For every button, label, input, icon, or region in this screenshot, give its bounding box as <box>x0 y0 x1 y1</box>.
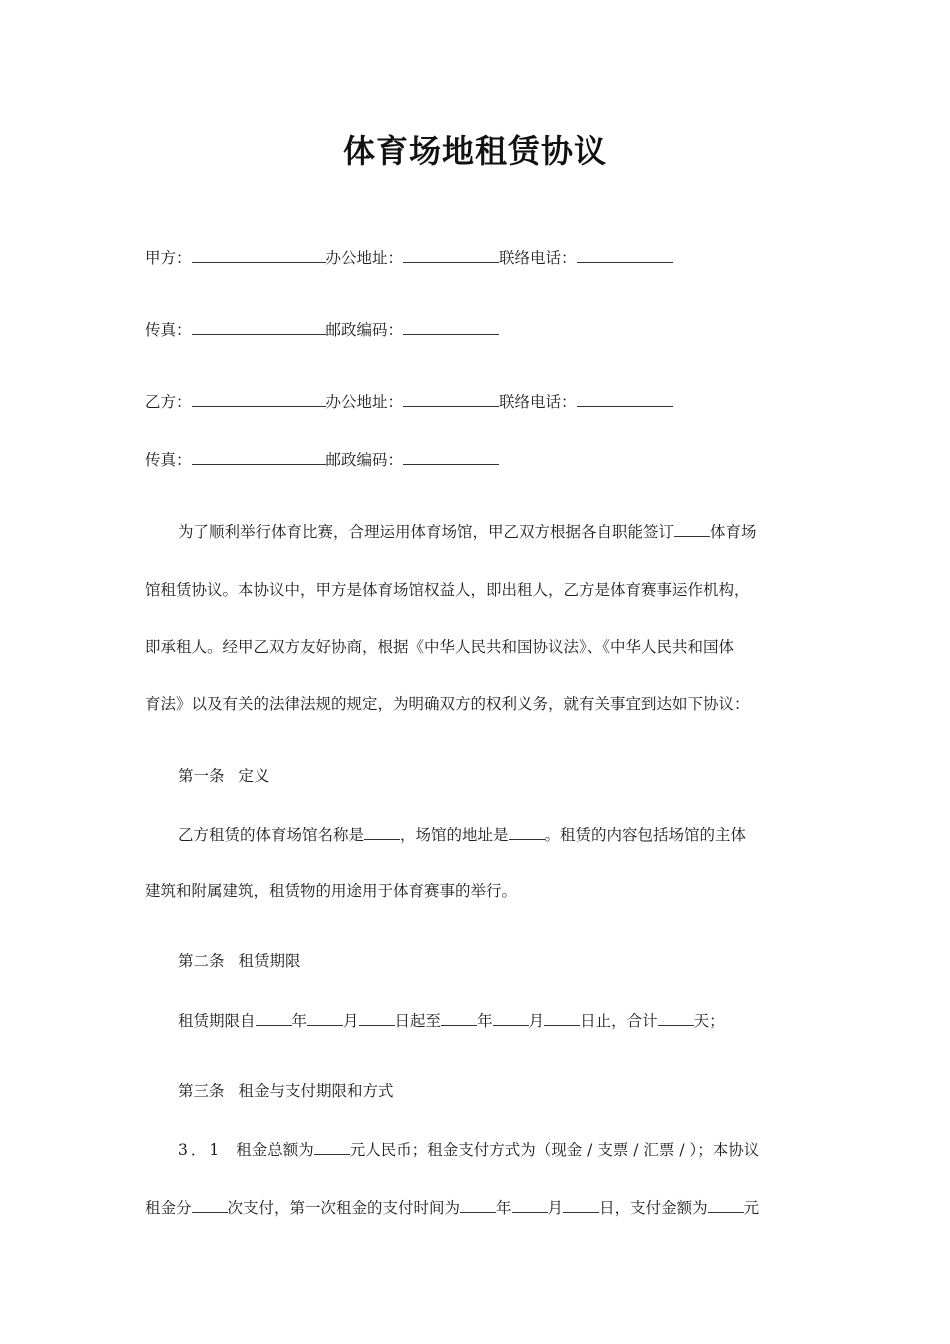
party-a-line <box>145 248 673 268</box>
party-b-postcode-label: 邮政编码： <box>325 451 404 469</box>
venue-address-blank <box>509 825 545 840</box>
party-b-address-label: 办公地址： <box>325 393 404 411</box>
party-a-postcode-label: 邮政编码： <box>325 321 404 339</box>
article-2-text: 租赁期限自 <box>178 1012 256 1030</box>
end-month-blank <box>493 1011 529 1026</box>
article-3-heading <box>178 1081 394 1101</box>
article-3-text: 月 <box>547 1199 564 1217</box>
total-days-blank <box>658 1011 694 1026</box>
article-title: 定义 <box>238 767 270 785</box>
intro-line-3: 即承租人。经甲乙双方友好协商，根据《中华人民共和国协议法》、《中华人民共和国体 <box>145 638 735 656</box>
article-1-heading <box>178 766 270 786</box>
article-2-text: 月 <box>343 1012 359 1030</box>
intro-text: 为了顺利举行体育比赛，合理运用体育场馆，甲乙双方根据各自职能签订 <box>178 523 675 541</box>
party-b-name-blank <box>192 392 326 407</box>
party-a-phone-label: 联络电话： <box>499 249 577 267</box>
article-2-line-1 <box>178 1011 725 1031</box>
article-3-line-2 <box>145 1198 759 1218</box>
article-3-text: 租金分 <box>145 1199 192 1217</box>
party-b-address-blank <box>403 392 499 407</box>
document-title: 体育场地租赁协议 <box>342 132 607 170</box>
article-3-text: 日，支付金额为 <box>599 1199 708 1217</box>
start-day-blank <box>359 1011 395 1026</box>
article-2-text: 年 <box>291 1012 308 1030</box>
article-1-text: 。租赁的内容包括场馆的主体 <box>544 826 747 844</box>
start-year-blank <box>256 1011 292 1026</box>
party-b-line <box>145 392 673 412</box>
party-b-name-label: 乙方： <box>145 393 192 411</box>
payment-count-blank <box>192 1198 228 1213</box>
party-a-postcode-blank <box>403 320 499 335</box>
article-1-text: ，场馆的地址是 <box>400 826 509 844</box>
article-2-heading <box>178 951 301 971</box>
article-number: 第二条 <box>178 952 225 970</box>
intro-line-1 <box>178 522 757 542</box>
party-a-phone-blank <box>577 248 673 263</box>
article-number: 第三条 <box>178 1082 225 1100</box>
article-2-text: 年 <box>477 1012 493 1030</box>
article-3-line-1 <box>178 1140 759 1160</box>
article-2-text: 天； <box>693 1012 725 1030</box>
article-3-text: 次支付，第一次租金的支付时间为 <box>227 1199 461 1217</box>
article-3-text: 元人民币；租金支付方式为（现金 / 支票 / 汇票 / ）；本协议 <box>349 1141 760 1159</box>
start-month-blank <box>307 1011 343 1026</box>
payment-amount-blank <box>708 1198 744 1213</box>
article-2-text: 月 <box>528 1012 545 1030</box>
article-3-text: 元 <box>743 1199 760 1217</box>
article-title: 租赁期限 <box>238 952 301 970</box>
party-a-address-blank <box>403 248 499 263</box>
party-a-name-blank <box>192 248 326 263</box>
end-day-blank <box>544 1011 580 1026</box>
intro-blank <box>674 522 710 537</box>
article-2-text: 日起至 <box>394 1012 442 1030</box>
party-a-fax-line <box>145 320 499 340</box>
party-a-address-label: 办公地址： <box>325 249 404 267</box>
article-1-line-2: 建筑和附属建筑，租赁物的用途用于体育赛事的举行。 <box>145 882 518 900</box>
rent-total-blank <box>314 1140 350 1155</box>
intro-line-4: 育法》以及有关的法律法规的规定，为明确双方的权利义务，就有关事宜到达如下协议： <box>145 695 750 713</box>
article-title: 租金与支付期限和方式 <box>238 1082 394 1100</box>
venue-name-blank <box>364 825 400 840</box>
payment-year-blank <box>460 1198 496 1213</box>
end-year-blank <box>441 1011 477 1026</box>
intro-line-2: 馆租赁协议。本协议中，甲方是体育场馆权益人，即出租人，乙方是体育赛事运作机构， <box>145 581 750 599</box>
payment-month-blank <box>512 1198 548 1213</box>
party-b-fax-line <box>145 450 499 470</box>
party-b-fax-blank <box>192 450 326 465</box>
clause-number: 3．1 <box>178 1141 223 1159</box>
article-1-text: 乙方租赁的体育场馆名称是 <box>178 826 365 844</box>
party-b-phone-label: 联络电话： <box>499 393 577 411</box>
article-3-text: 租金总额为 <box>236 1141 314 1159</box>
party-a-fax-label: 传真： <box>145 321 192 339</box>
party-a-fax-blank <box>192 320 326 335</box>
payment-day-blank <box>563 1198 599 1213</box>
article-3-text: 年 <box>496 1199 512 1217</box>
party-b-phone-blank <box>577 392 673 407</box>
party-a-name-label: 甲方： <box>145 249 192 267</box>
party-b-fax-label: 传真： <box>145 451 192 469</box>
intro-text: 体育场 <box>710 523 757 541</box>
article-1-line-1 <box>178 825 746 845</box>
article-2-text: 日止，合计 <box>580 1012 658 1030</box>
article-number: 第一条 <box>178 767 225 785</box>
party-b-postcode-blank <box>403 450 499 465</box>
